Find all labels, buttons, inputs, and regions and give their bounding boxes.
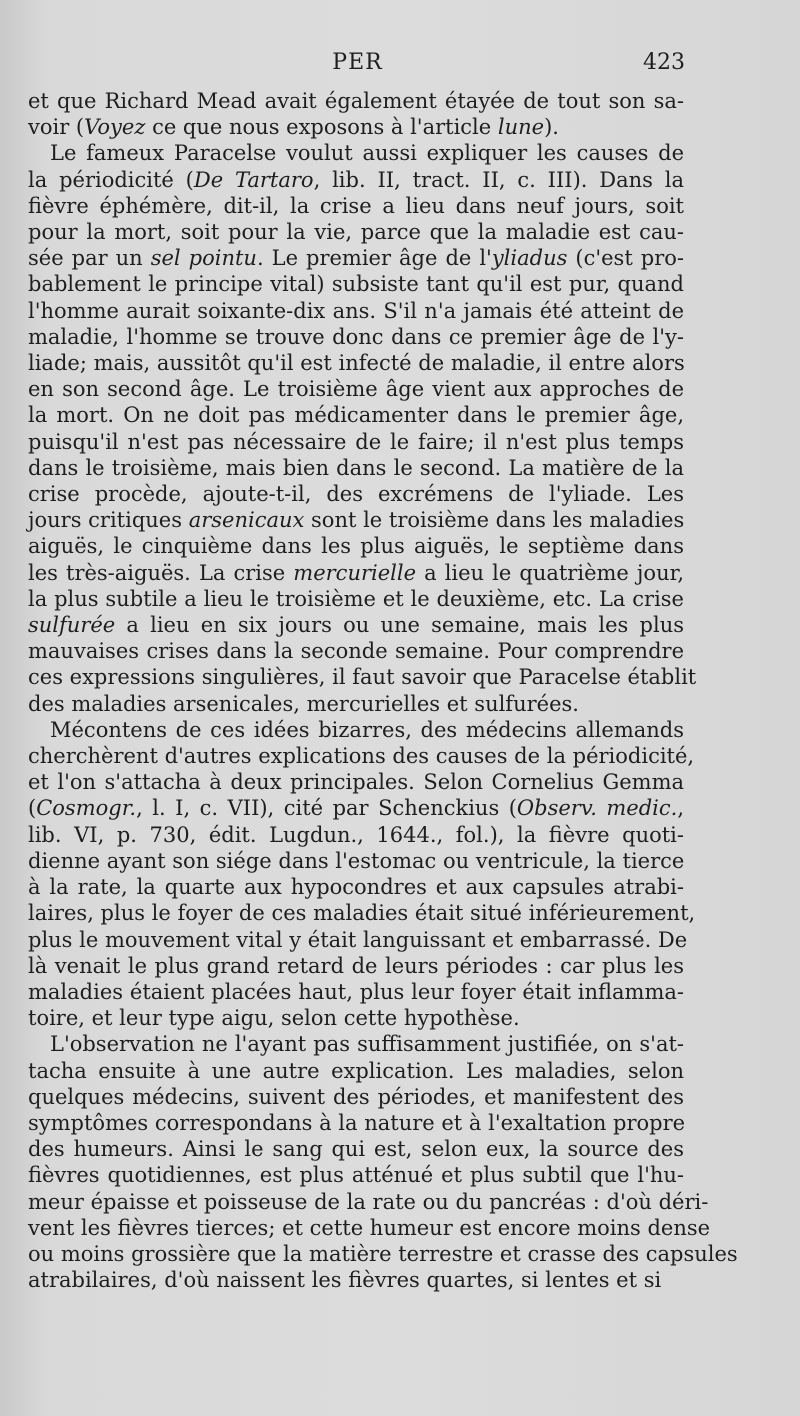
page-number: 423 — [643, 50, 685, 75]
text-line: ces expressions singulières, il faut savoir que Paracelse établit — [28, 665, 697, 690]
text-line: là venait le plus grand retard de leurs périodes : car plus les — [28, 953, 684, 978]
text-line: Le fameux Paracelse voulut aussi expliquer les causes de — [50, 141, 684, 166]
text-line: quelques médecins, suivent des périodes, et manifestent des — [28, 1084, 684, 1109]
text-line: dienne ayant son siége dans l'estomac ou ventricule, la tierce — [28, 848, 685, 873]
paragraph — [28, 717, 696, 1031]
text-line: ou moins grossière que la matière terrestre et crasse des capsules — [28, 1241, 738, 1266]
running-head: PER — [332, 50, 383, 75]
text-line: et l'on s'attacha à deux principales. Selon Cornelius Gemma — [28, 770, 684, 795]
text-line: la mort. On ne doit pas médicamenter dans le premier âge, — [28, 403, 684, 428]
text-line: l'homme aurait soixante-dix ans. S'il n'a jamais été atteint de — [28, 298, 684, 323]
text-line: Mécontens de ces idées bizarres, des médecins allemands — [50, 717, 684, 742]
text-line: la périodicité (De Tartaro, lib. II, tract. II, c. III). Dans la — [28, 167, 685, 192]
body-text — [28, 88, 738, 1293]
text-line: plus le mouvement vital y était languissant et embarrassé. De — [28, 927, 688, 952]
text-line: toire, et leur type aigu, selon cette hypothèse. — [28, 1006, 520, 1031]
text-line: maladies étaient placées haut, plus leur foyer était inflamma- — [28, 979, 684, 1004]
text-line: L'observation ne l'ayant pas suffisamment justifiée, on s'at- — [50, 1032, 684, 1057]
text-line: pour la mort, soit pour la vie, parce que la maladie est cau- — [28, 220, 684, 245]
text-line: crise procède, ajoute-t-il, des excrémens de l'yliade. Les — [28, 482, 684, 507]
text-line: bablement le principe vital) subsiste tant qu'il est pur, quand — [28, 272, 684, 297]
text-line: des humeurs. Ainsi le sang qui est, selon eux, la source des — [28, 1137, 684, 1162]
text-line: aiguës, le cinquième dans les plus aiguës, le septième dans — [28, 534, 684, 559]
text-line: sée par un sel pointu. Le premier âge de l'yliadus (c'est pro- — [28, 246, 684, 271]
text-line: liade; mais, aussitôt qu'il est infecté de maladie, il entre alors — [28, 351, 685, 376]
text-line: cherchèrent d'autres explications des causes de la périodicité, — [28, 744, 695, 769]
page-header — [30, 50, 685, 84]
text-line: fièvres quotidiennes, est plus atténué et plus subtil que l'hu- — [28, 1163, 684, 1188]
text-line: puisqu'il n'est pas nécessaire de le faire; il n'est plus temps — [28, 429, 684, 454]
text-line: maladie, l'homme se trouve donc dans ce premier âge de l'y- — [28, 324, 684, 349]
text-line: les très-aiguës. La crise mercurielle a lieu le quatrième jour, — [28, 560, 685, 585]
text-line: la plus subtile a lieu le troisième et le deuxième, etc. La crise — [28, 586, 684, 611]
paragraph — [28, 88, 684, 140]
text-line: dans le troisième, mais bien dans le second. La matière de la — [28, 455, 684, 480]
text-line: voir (Voyez ce que nous exposons à l'article lune). — [28, 115, 559, 140]
text-line: atrabilaires, d'où naissent les fièvres quartes, si lentes et si — [28, 1268, 662, 1293]
text-line: des maladies arsenicales, mercurielles et sulfurées. — [28, 691, 579, 716]
text-line: jours critiques arsenicaux sont le troisième dans les maladies — [28, 508, 685, 533]
text-line: meur épaisse et poisseuse de la rate ou du pancréas : d'où déri- — [28, 1189, 709, 1214]
text-line: mauvaises crises dans la seconde semaine. Pour comprendre — [28, 639, 684, 664]
text-line: fièvre éphémère, dit-il, la crise a lieu dans neuf jours, soit — [28, 193, 684, 218]
text-line: laires, plus le foyer de ces maladies était situé inférieurement, — [28, 901, 696, 926]
text-line: vent les fièvres tierces; et cette humeur est encore moins dense — [28, 1215, 711, 1240]
text-line: tacha ensuite à une autre explication. Les maladies, selon — [28, 1058, 684, 1083]
paragraph — [28, 1031, 738, 1293]
text-line: lib. VI, p. 730, édit. Lugdun., 1644., fol.), la fièvre quoti- — [28, 822, 684, 847]
text-line: en son second âge. Le troisième âge vient aux approches de — [28, 377, 684, 402]
text-line: symptômes correspondans à la nature et à l'exaltation propre — [28, 1110, 686, 1135]
text-line: sulfurée a lieu en six jours ou une semaine, mais les plus — [28, 613, 684, 638]
text-line: (Cosmogr., l. I, c. VII), cité par Schenckius (Observ. medic., — [28, 796, 685, 821]
text-line: à la rate, la quarte aux hypocondres et aux capsules atrabi- — [28, 875, 684, 900]
paragraph — [28, 140, 697, 716]
text-line: et que Richard Mead avait également étayée de tout son sa- — [28, 89, 684, 113]
